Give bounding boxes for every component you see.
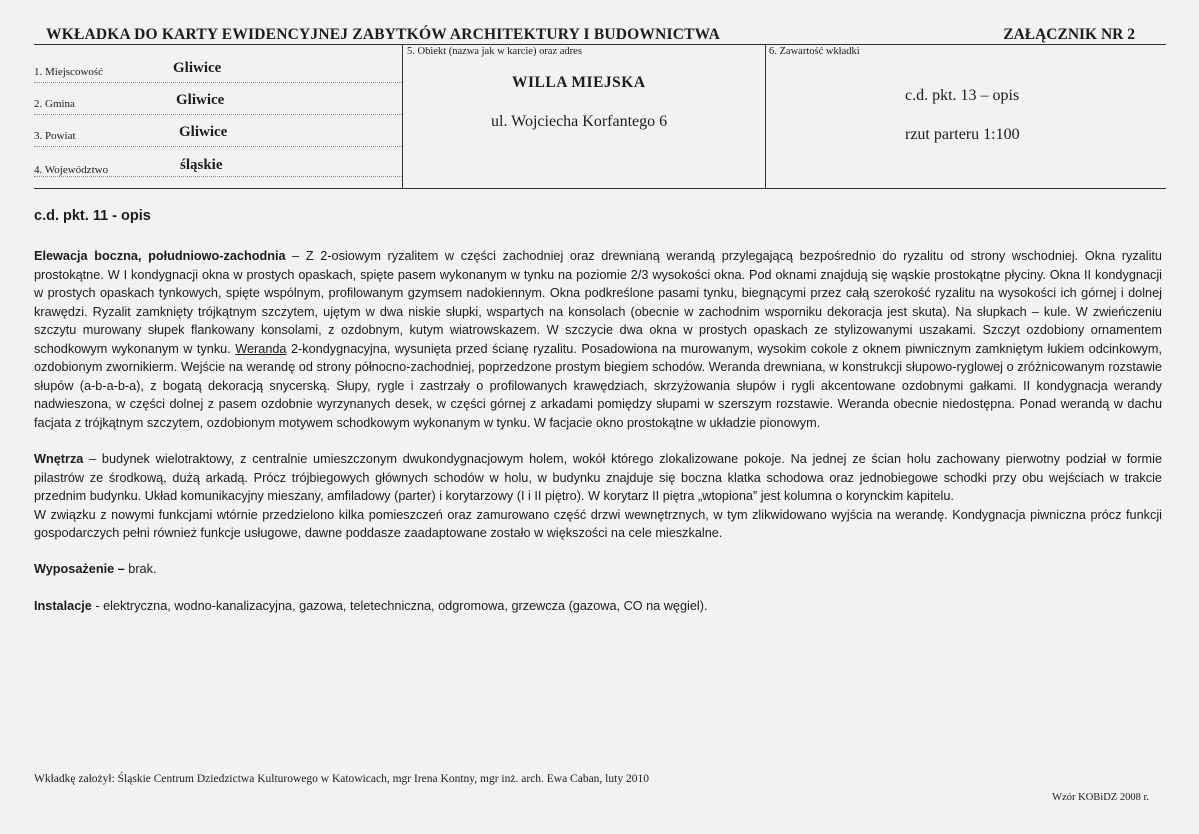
paragraph-heading: Wyposażenie –: [34, 562, 125, 576]
header-top-rule: [34, 44, 1166, 45]
document-title: WKŁADKA DO KARTY EWIDENCYJNEJ ZABYTKÓW ARCHITEKTURY I BUDOWNICTWA: [46, 26, 721, 43]
field-divider: [34, 146, 402, 147]
attachment-number: ZAŁĄCZNIK NR 2: [1003, 26, 1135, 43]
contents-line-1: c.d. pkt. 13 – opis: [905, 87, 1020, 104]
footer-template: Wzór KOBiDZ 2008 r.: [1052, 792, 1149, 803]
paragraph-text: 2-kondygnacyjna, wysunięta przed ścianę ryzalitu. Posadowiona na murowanym, wysokim cokole z oknem piwnicznym zamkniętym łukiem odcinkowym, ozdobionym zwornikierm. Wejście na werandę od strony północno-zachodniej, poprzedzone prostym biegiem schodów. Weranda drewniana, w konstrukcji słupowo-ryglowej o zróżnicowanym rozstawie słupów (a-b-a-b-a), z bogatą dekoracją snycerską. Słupy, rygle i zastrzały o profilowanych krawędziach, skrzyżowania słupów i rygli akcentowane ozdobnymi gałkami. II kondygnacja werandy nadwieszona, w części dolnej z pasem ozdobnie wyrzynanych desek, w części górnej z arkadami pomiędzy słupami w szerszym rozstawie. Weranda obecnie niedostępna. Ponad werandą w dachu facjata z trójkątnym szczytem, ozdobionym motywem schodkowym wykonanym w tynku. W facjacie okno prostokątne w układzie pionowym.: [34, 341, 1162, 430]
paragraph-heading: Elewacja boczna, południowo-zachodnia: [34, 249, 286, 263]
field-label-locality: 1. Miejscowość: [34, 66, 104, 78]
field-divider: [34, 82, 402, 83]
paragraph-heading: Instalacje: [34, 599, 92, 613]
paragraph-interior: [34, 450, 1162, 543]
contents-line-2: rzut parteru 1:100: [905, 126, 1020, 143]
box-divider-right: [765, 44, 766, 189]
underlined-term: Weranda: [235, 341, 287, 356]
field-value-locality: Gliwice: [173, 60, 222, 76]
field-label-voivodeship: 4. Województwo: [34, 164, 109, 176]
field-label-district: 3. Powiat: [34, 130, 76, 142]
field-divider: [34, 114, 402, 115]
object-label: 5. Obiekt (nazwa jak w karcie) oraz adres: [407, 46, 582, 57]
header-bottom-rule: [34, 188, 1166, 189]
object-address: ul. Wojciecha Korfantego 6: [491, 113, 668, 130]
paragraph-text: brak.: [124, 562, 157, 576]
field-value-commune: Gliwice: [176, 92, 225, 108]
field-value-voivodeship: śląskie: [180, 157, 223, 173]
field-value-district: Gliwice: [179, 124, 228, 140]
field-label-commune: 2. Gmina: [34, 98, 75, 110]
contents-label: 6. Zawartość wkładki: [769, 46, 860, 57]
footer-author: Wkładkę założył: Śląskie Centrum Dziedzictwa Kulturowego w Katowicach, mgr Irena Kontny, mgr inż. arch. Ewa Caban, luty 2010: [34, 773, 649, 785]
paragraph-equipment: [34, 560, 1162, 579]
field-divider: [34, 176, 402, 177]
paragraph-text: – Z 2-osiowym ryzalitem w części zachodniej oraz drewnianą werandą przylegającą bezpośrednio do ryzalitu od strony wschodniej. Okna ryzalitu prostokątne. W I kondygnacji okna w prostych opaskach, spięte pasem wykonanym w tynku na poziomie 2/3 wysokości okna. Pod oknami znajdują się wąskie prostokątne płyciny. Okna II kondygnacji w prostych opaskach tynkowych, spięte wspólnym, profilowanym gzymsem nadokiennym. Okna podkreślone pasami tynku, biegnącymi przez całą szerokość ryzalitu na wysokości ich górnej i dolnej krawędzi. Ryzalit zamknięty trójkątnym szczytem, ujętym w dwa niskie słupki, wspartych na konsolach (obecnie w zachodnim wsporniku dekoracja jest skuta). Na słupkach – kule. W zwieńczeniu szczytu murowany słupek flankowany konsolami, z ozdobnym, kutym wiatrowskazem. W szczycie dwa okna w prostych opaskach ze stylizowanymi uszakami. Szczyt ozdobiony ornamentem schodkowym wykonanym w tynku.: [34, 249, 1162, 356]
paragraph-text: W związku z nowymi funkcjami wtórnie przedzielono kilka pomieszczeń oraz zamurowano część drzwi wewnętrznych, w tym zlikwidowano wyjścia na werandę. Kondygnacja piwniczna prócz funkcji gospodarczych pełni również funkcje usługowe, dawne poddasze zaadaptowane zostało w większości na cele mieszkalne.: [34, 507, 1162, 540]
paragraph-elevation: [34, 247, 1162, 432]
section-title: c.d. pkt. 11 - opis: [34, 208, 151, 224]
paragraph-heading: Wnętrza: [34, 452, 84, 466]
object-name: WILLA MIEJSKA: [512, 74, 646, 91]
paragraph-text: - elektryczna, wodno-kanalizacyjna, gazowa, teletechniczna, odgromowa, grzewcza (gazowa, CO na węgiel).: [91, 599, 708, 613]
box-divider-left: [402, 44, 403, 189]
paragraph-installations: [34, 597, 1162, 616]
paragraph-text: – budynek wielotraktowy, z centralnie umieszczonym dwukondygnacjowym holem, wokół którego zlokalizowane pokoje. Na jednej ze ścian holu zachowany pierwotny podział w formie pilastrów ze środkową, dużą arkadą. Prócz trójbiegowych głównych schodów w holu, w budynku znajduje się boczna klatka schodowa oraz jednobiegowe schodki przy obu wejściach w trakcie przednim budynku. Układ komunikacyjny mieszany, amfiladowy (parter) i korytarzowy (I i II piętro). W korytarz II piętra „wtopiona” jest kolumna o korynckim kapitelu.: [34, 452, 1162, 503]
